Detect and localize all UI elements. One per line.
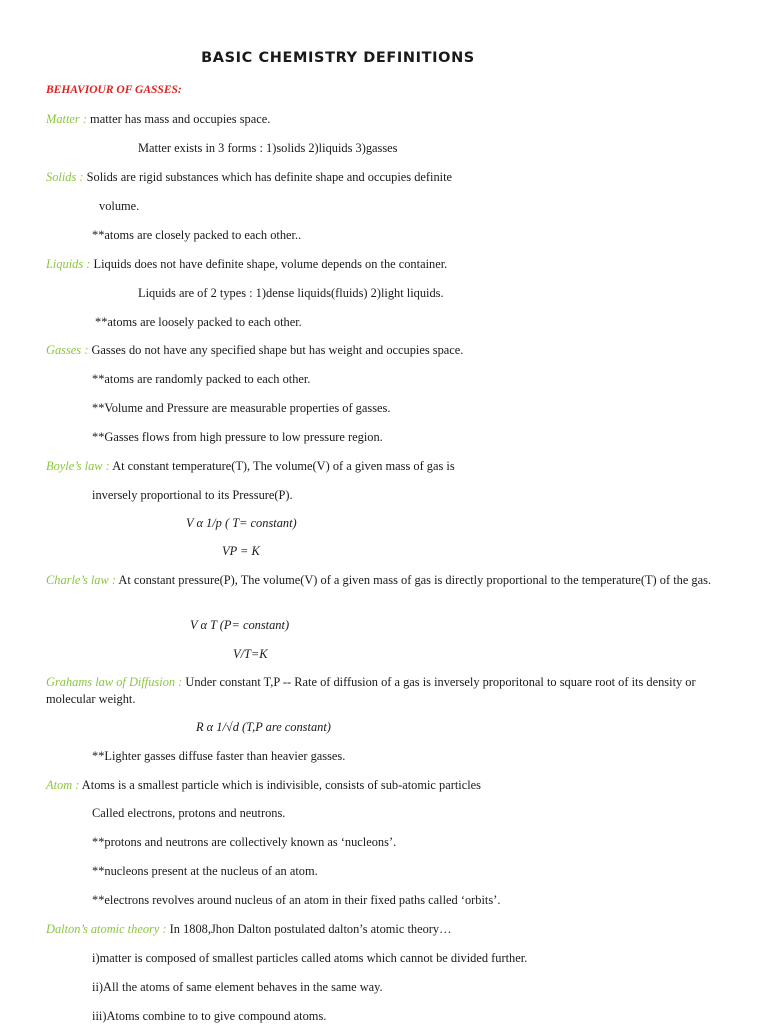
- gasses-note-3: **Gasses flows from high pressure to low pressure region.: [92, 430, 383, 444]
- boyle-definition: [46, 458, 455, 475]
- atom-term: Atom :: [46, 778, 80, 792]
- liquids-note: **atoms are loosely packed to each other.: [95, 315, 302, 329]
- atom-note-1: **protons and neutrons are collectively known as ‘nucleons’.: [92, 835, 397, 849]
- dalton-postulate-1: i)matter is composed of smallest particles called atoms which cannot be divided further.: [92, 951, 528, 965]
- section-heading: BEHAVIOUR OF GASSES:: [46, 84, 182, 96]
- graham-formula: R α 1/√d (T,P are constant): [196, 720, 331, 734]
- atom-def-cont: Called electrons, protons and neutrons.: [92, 806, 286, 820]
- solids-note: **atoms are closely packed to each other..: [92, 228, 302, 242]
- liquids-term: Liquids :: [46, 257, 91, 271]
- solids-term: Solids :: [46, 170, 84, 184]
- gasses-definition: [46, 342, 463, 359]
- atom-note-3: **electrons revolves around nucleus of an atom in their fixed paths called ‘orbits’.: [92, 893, 501, 907]
- atom-note-2: **nucleons present at the nucleus of an atom.: [92, 864, 318, 878]
- boyle-def-cont: inversely proportional to its Pressure(P).: [92, 488, 293, 502]
- dalton-definition: [46, 921, 452, 938]
- liquids-types: Liquids are of 2 types : 1)dense liquids(fluids) 2)light liquids.: [138, 286, 444, 300]
- boyle-def: At constant temperature(T), The volume(V) of a given mass of gas is: [109, 459, 455, 473]
- atom-def: Atoms is a smallest particle which is indivisible, consists of sub-atomic particles: [79, 778, 481, 792]
- charle-formula-2: V/T=K: [233, 647, 268, 661]
- graham-note: **Lighter gasses diffuse faster than heavier gasses.: [92, 749, 346, 763]
- dalton-postulate-3: iii)Atoms combine to to give compound atoms.: [92, 1009, 327, 1023]
- charle-formula-1: V α T (P= constant): [190, 618, 290, 632]
- dalton-term: Dalton’s atomic theory :: [46, 922, 167, 936]
- matter-def: matter has mass and occupies space.: [86, 112, 271, 126]
- liquids-def: Liquids does not have definite shape, volume depends on the container.: [90, 257, 448, 271]
- matter-forms: Matter exists in 3 forms : 1)solids 2)liquids 3)gasses: [138, 141, 398, 155]
- gasses-def: Gasses do not have any specified shape but has weight and occupies space.: [88, 343, 464, 357]
- boyle-term: Boyle’s law :: [46, 459, 110, 473]
- graham-term: Grahams law of Diffusion :: [46, 675, 183, 689]
- document-title: BASIC CHEMISTRY DEFINITIONS: [201, 50, 475, 66]
- gasses-note-1: **atoms are randomly packed to each other.: [92, 372, 311, 386]
- gasses-note-2: **Volume and Pressure are measurable properties of gasses.: [92, 401, 391, 415]
- solids-definition: [46, 169, 452, 186]
- charle-term: Charle’s law :: [46, 573, 116, 587]
- dalton-def: In 1808,Jhon Dalton postulated dalton’s atomic theory…: [166, 922, 452, 936]
- charle-def: At constant pressure(P), The volume(V) of a given mass of gas is directly proportional to the temperature(T) of the gas.: [116, 573, 712, 587]
- gasses-term: Gasses :: [46, 343, 89, 357]
- solids-def: Solids are rigid substances which has definite shape and occupies definite: [83, 170, 453, 184]
- boyle-formula-2: VP = K: [222, 544, 260, 558]
- solids-def-cont: volume.: [99, 199, 140, 213]
- graham-def: Under constant T,P -- Rate of diffusion of a gas is inversely proporitonal to square root of its density or molecular weight.: [46, 675, 696, 706]
- graham-definition: [46, 674, 726, 707]
- matter-definition: [46, 111, 270, 128]
- liquids-definition: [46, 256, 447, 273]
- atom-definition: [46, 777, 481, 794]
- dalton-postulate-2: ii)All the atoms of same element behaves in the same way.: [92, 980, 383, 994]
- boyle-formula-1: V α 1/p ( T= constant): [186, 516, 297, 530]
- charle-definition: [46, 572, 726, 589]
- matter-term: Matter :: [46, 112, 87, 126]
